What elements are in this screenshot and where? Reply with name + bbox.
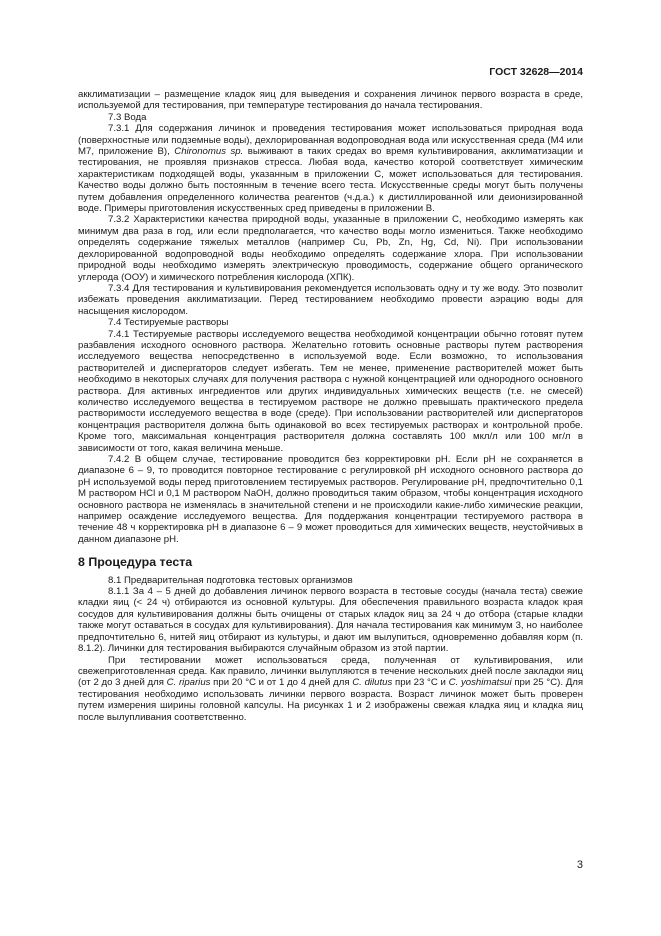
paragraph: 7.3.1 Для содержания личинок и проведения тестирования может использоваться природная вода (поверхностные или подземные воды), дехлорированная водопроводная вода или искусственная среда (М4 или М7, приложение В), Chironomus sp. выживают в таких средах во время культивирования, акклиматизации и тестирования, не проявляя признаков стресса. Любая вода, качество которой соответствует химическим характеристикам подходящей воды, указанным в приложении С, может использоваться для тестирования. Качество воды должно быть постоянным в течение всего теста. Искусственные среды могут быть получены путем добавления определенного количества реагентов (ч.д.а.) к дистиллированной или деионизированной воде. Примеры приготовления искусственных сред приведены в приложении В. [78,123,584,215]
paragraph: 7.4.1 Тестируемые растворы исследуемого вещества необходимой концентрации обычно готовят путем разбавления исходного основного раствора. Желательно готовить основные растворы путем растворения исследуемого вещества непосредственно в используемой воде. Если возможно, то использования растворителей и диспергаторов следует избегать. Тем не менее, применение растворителей может быть необходимо в некоторых случаях для получения раствора с нужной концентрацией или однородного основного раствора. Для активных ингредиентов или других индивидуальных химических веществ (т.е. не смесей) количество исследуемого вещества в тестируемом растворе не должно превышать практического предела растворимости исследуемого вещества в воде (среде). При использовании растворителей или диспергаторов концентрация растворителя должна быть одинаковой во всех тестируемых растворах и контрольной пробе. Кроме того, максимальная концентрация растворителя должна составлять 100 мкл/л или 100 мг/л в зависимости от того, какая величина меньше. [78,328,583,454]
section-8-content [78,575,583,723]
paragraph: акклиматизации – размещение кладок яиц для выведения и сохранения личинок первого возраста в среде, используемой для тестирования, при температуре тестирования до начала тестирования. [78,89,583,112]
section-heading: 8 Процедура теста [78,555,193,570]
paragraph: 7.3 Вода [108,111,147,123]
paragraph: При тестировании может использоваться среда, полученная от культивирования, или свежеприготовленная среда. Как правило, личинки вылупляются в течение нескольких дней после закладки яиц (от 2 до 3 дней для C. riparius при 20 °С и от 1 до 4 дней для C. dilutus при 23 °С и C. yoshimatsui при 25 °С). Для тестирования необходимо использовать личинки первого возраста. Возраст личинок может быть проверен путем измерения ширины головной капсулы. На рисунках 1 и 2 изображены свежая кладка яиц и кладка яиц после вылупливания соответственно. [78,654,584,723]
document-body [78,89,583,723]
document-code: ГОСТ 32628—2014 [489,66,583,78]
paragraph: 8.1 Предварительная подготовка тестовых организмов [108,574,353,586]
paragraph: 7.4.2 В общем случае, тестирование проводится без корректировки рН. Если рН не сохраняется в диапазоне 6 – 9, то проводится повторное тестирование с регулировкой рН исходного основного раствора до рН используемой воды перед приготовлением тестируемых растворов. Регулирование рН, предпочтительно 0,1 М раствором HCl и 0,1 М раствором NaOH, должно проводиться таким образом, чтобы концентрация исходного основного раствора не изменялась в значительной степени и не происходили какие-либо химические реакции, например осаждение исследуемого вещества. Для поддержания концентрации тестируемого раствора в течение 48 ч корректировка рН в диапазоне 6 – 9 может проводиться для химических веществ, неустойчивых в данном диапазоне рН. [78,454,583,545]
paragraph: 7.3.2 Характеристики качества природной воды, указанные в приложении С, необходимо измерять как минимум два раза в год, или если предполагается, что качество воды могло измениться. Также необходимо определять содержание тяжелых металлов (например Cu, Pb, Zn, Hg, Cd, Ni). При использовании дехлорированной водопроводной воды необходимо определять содержание хлора. При использовании природной воды необходимо измерять электрическую проводимость, содержание общего органического углерода (ООУ) и химического потребления кислорода (ХПК). [78,214,583,283]
paragraph: 8.1.1 За 4 – 5 дней до добавления личинок первого возраста в тестовые сосуды (начала теста) свежие кладки яиц (< 24 ч) отбираются из основной культуры. Для обеспечения правильного возраста кладок края сосудов для культивирования должны быть очищены от старых кладок яиц за 24 ч до отбора (старые кладки также могут оставаться в сосудах для культивирования). Для начала тестирования как минимум 3, но наиболее предпочтительно 6, нитей яиц отбирают из культуры, и дают им вылупиться, одновременно добавляя корм (п. 8.1.2). Личинки для тестирования выбираются случайным образом из этой партии. [78,586,583,655]
page-number: 3 [576,859,583,871]
section-7-content [78,89,583,545]
paragraph: 7.3.4 Для тестирования и культивирования рекомендуется использовать одну и ту же воду. Это позволит избежать проведения акклиматизации. Перед тестированием необходимо провести аэрацию воды для насыщения кислородом. [78,282,583,317]
paragraph: 7.4 Тестируемые растворы [108,317,229,329]
